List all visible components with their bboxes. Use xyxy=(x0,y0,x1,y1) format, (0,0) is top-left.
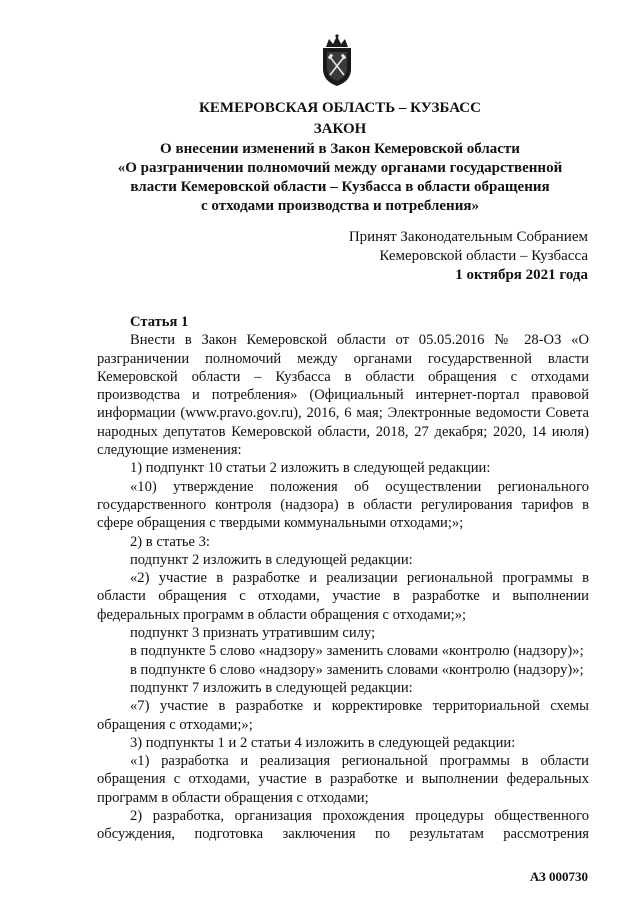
paragraph: «1) разработка и реализация региональной программы в области обращения с отходами, участие в разработке и выполнении федеральных программ в области обращения с отходами; xyxy=(97,753,589,806)
adopted-line: Кемеровской области – Кузбасса xyxy=(379,248,588,264)
document-code: АЗ 000730 xyxy=(529,869,588,884)
paragraph: в подпункте 5 слово «надзору» заменить словами «контролю (надзору)»; xyxy=(130,643,584,660)
adopted-line: Принят Законодательным Собранием xyxy=(348,229,588,245)
coat-of-arms-icon xyxy=(319,33,355,87)
paragraph: подпункт 2 изложить в следующей редакции: xyxy=(130,551,413,568)
title-line: власти Кемеровской области – Кузбасса в области обращения xyxy=(130,179,550,195)
article-body xyxy=(97,313,589,844)
document-type: ЗАКОН xyxy=(313,121,367,137)
paragraph: «2) участие в разработке и реализации региональной программы в области обращения с отходами, участие в разработке и выполнении федеральных программ в области обращения с отходами;»; xyxy=(97,570,589,623)
paragraph: в подпункте 6 слово «надзору» заменить словами «контролю (надзору)»; xyxy=(130,661,584,678)
paragraph: 2) разработка, организация прохождения процедуры общественного обсуждения, подготовка заключения по результатам рассмотрения xyxy=(97,808,589,843)
region-heading: КЕМЕРОВСКАЯ ОБЛАСТЬ – КУЗБАСС xyxy=(199,100,481,116)
paragraph: 1) подпункт 10 статьи 2 изложить в следующей редакции: xyxy=(130,460,491,477)
law-title xyxy=(60,140,620,216)
adoption-block xyxy=(349,228,588,285)
paragraph: подпункт 7 изложить в следующей редакции: xyxy=(130,679,413,696)
adoption-date: 1 октября 2021 года xyxy=(455,267,588,283)
paragraph: подпункт 3 признать утратившим силу; xyxy=(130,625,376,642)
paragraph: Внести в Закон Кемеровской области от 05.05.2016 № 28-ОЗ «О разграничении полномочий между органами государственной власти Кемеровской области – Кузбасса в области обращения с отходами производства и потребления» (Официальный интернет-портал правовой информации (www.pravo.gov.ru), 2016, 6 мая; Электронные ведомости Совета народных депутатов Кемеровской области, 2018, 27 декабря; 2020, 14 июля) следующие изменения: xyxy=(97,332,589,459)
paragraph: «10) утверждение положения об осуществлении регионального государственного контроля (надзора) в области регулирования тарифов в сфере обращения с твердыми коммунальными отходами;»; xyxy=(97,478,589,532)
paragraph: 2) в статье 3: xyxy=(130,533,210,550)
paragraph: 3) подпункты 1 и 2 статьи 4 изложить в следующей редакции: xyxy=(130,734,516,751)
title-line: «О разграничении полномочий между органами государственной xyxy=(117,160,563,176)
article-heading: Статья 1 xyxy=(130,314,189,330)
paragraph: «7) участие в разработке и корректировке территориальной схемы обращения с отходами;»; xyxy=(97,698,589,733)
title-line: О внесении изменений в Закон Кемеровской области xyxy=(160,141,520,157)
title-line: с отходами производства и потребления» xyxy=(201,198,479,214)
